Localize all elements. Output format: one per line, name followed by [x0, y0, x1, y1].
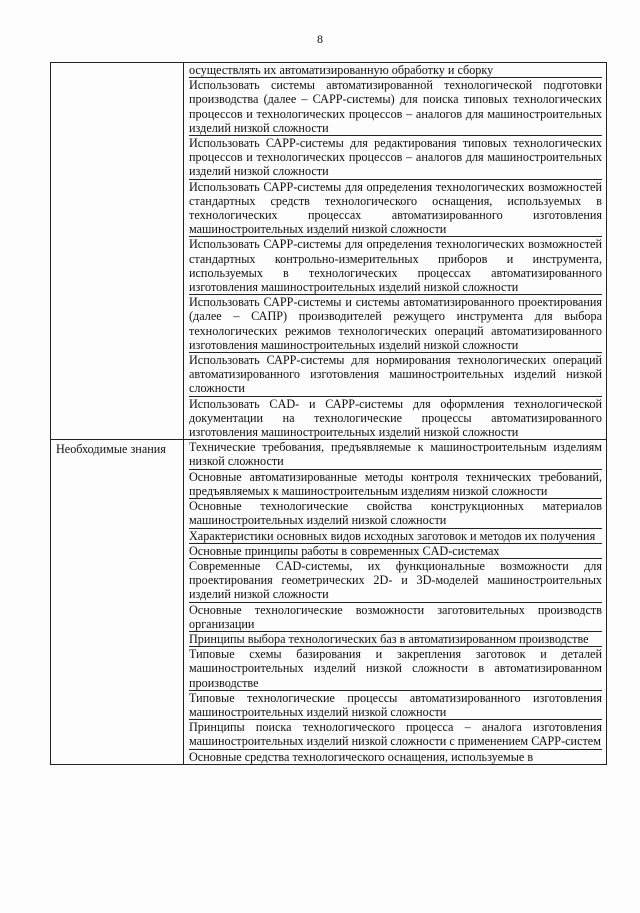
section-items	[184, 440, 607, 764]
knowledge-item: Принципы поиска технологического процесса – аналога изготовления машиностроительных изделий низкой сложности с применением САРР-систем	[189, 720, 602, 749]
knowledge-item: Характеристики основных видов исходных заготовок и методов их получения	[189, 528, 596, 543]
knowledge-item: Основные автоматизированные методы контроля технических требований, предъявляемых к машиностроительным изделиям низкой сложности	[189, 469, 602, 498]
skill-item: Использовать системы автоматизированной технологической подготовки производства (далее – САРР-системы) для поиска типовых технологических процессов и технологических процессов – аналогов для машиностроительных изделий низкой сложности	[189, 78, 602, 135]
section-knowledge	[51, 440, 607, 764]
knowledge-item: Основные технологические свойства конструкционных материалов машиностроительных изделий низкой сложности	[189, 499, 602, 528]
skill-item: Использовать САРР-системы для нормирования технологических операций автоматизированного изготовления машиностроительных изделий низкой сложности	[189, 353, 602, 396]
page-number: 8	[317, 32, 323, 46]
requirements-table	[50, 62, 607, 765]
knowledge-list	[189, 440, 602, 763]
skill-item: Использовать САРР-системы для определения технологических возможностей стандартных средств технологического оснащения, используемых в технологических процессах автоматизированного изготовления машиностроительных изделий низкой сложности	[189, 179, 602, 237]
knowledge-item: Основные средства технологического оснащения, используемые в	[189, 749, 534, 764]
skill-item: осуществлять их автоматизированную обработку и сборку	[189, 63, 494, 77]
knowledge-item: Принципы выбора технологических баз в автоматизированном производстве	[189, 631, 589, 646]
knowledge-item: Технические требования, предъявляемые к машиностроительным изделиям низкой сложности	[189, 440, 602, 469]
knowledge-item: Типовые схемы базирования и закрепления заготовок и деталей машиностроительных изделий низкой сложности в автоматизированном производстве	[189, 647, 602, 690]
skill-item: Использовать САРР-системы для определения технологических возможностей стандартных контрольно-измерительных приборов и инструмента, используемых в технологических процессах автоматизированного изготовления машиностроительных изделий низкой сложности	[189, 237, 602, 295]
knowledge-item: Основные принципы работы в современных CAD-системах	[189, 543, 500, 558]
section-items	[184, 63, 607, 440]
skills-list	[189, 63, 602, 439]
skill-item: Использовать САРР-системы и системы автоматизированного проектирования (далее – САПР) производителей режущего инструмента для выбора технологических режимов технологических операций автоматизированного изготовления машиностроительных изделий низкой сложности	[189, 295, 602, 352]
section-skills-continued	[51, 63, 607, 440]
section-label-knowledge: Необходимые знания	[51, 440, 184, 764]
skill-item: Использовать САРР-системы для редактирования типовых технологических процессов и технологических процессов – аналогов для машиностроительных изделий низкой сложности	[189, 136, 602, 179]
knowledge-item: Современные CAD-системы, их функциональные возможности для проектирования геометрических 2D- и 3D-моделей машиностроительных изделий низкой сложности	[189, 558, 602, 602]
knowledge-item: Типовые технологические процессы автоматизированного изготовления машиностроительных изделий низкой сложности	[189, 690, 602, 719]
skill-item: Использовать CAD- и САРР-системы для оформления технологической документации на технологические процессы автоматизированного изготовления машиностроительных изделий низкой сложности	[189, 396, 602, 440]
section-label-empty	[51, 63, 184, 440]
knowledge-item: Основные технологические возможности заготовительных производств организации	[189, 602, 602, 631]
